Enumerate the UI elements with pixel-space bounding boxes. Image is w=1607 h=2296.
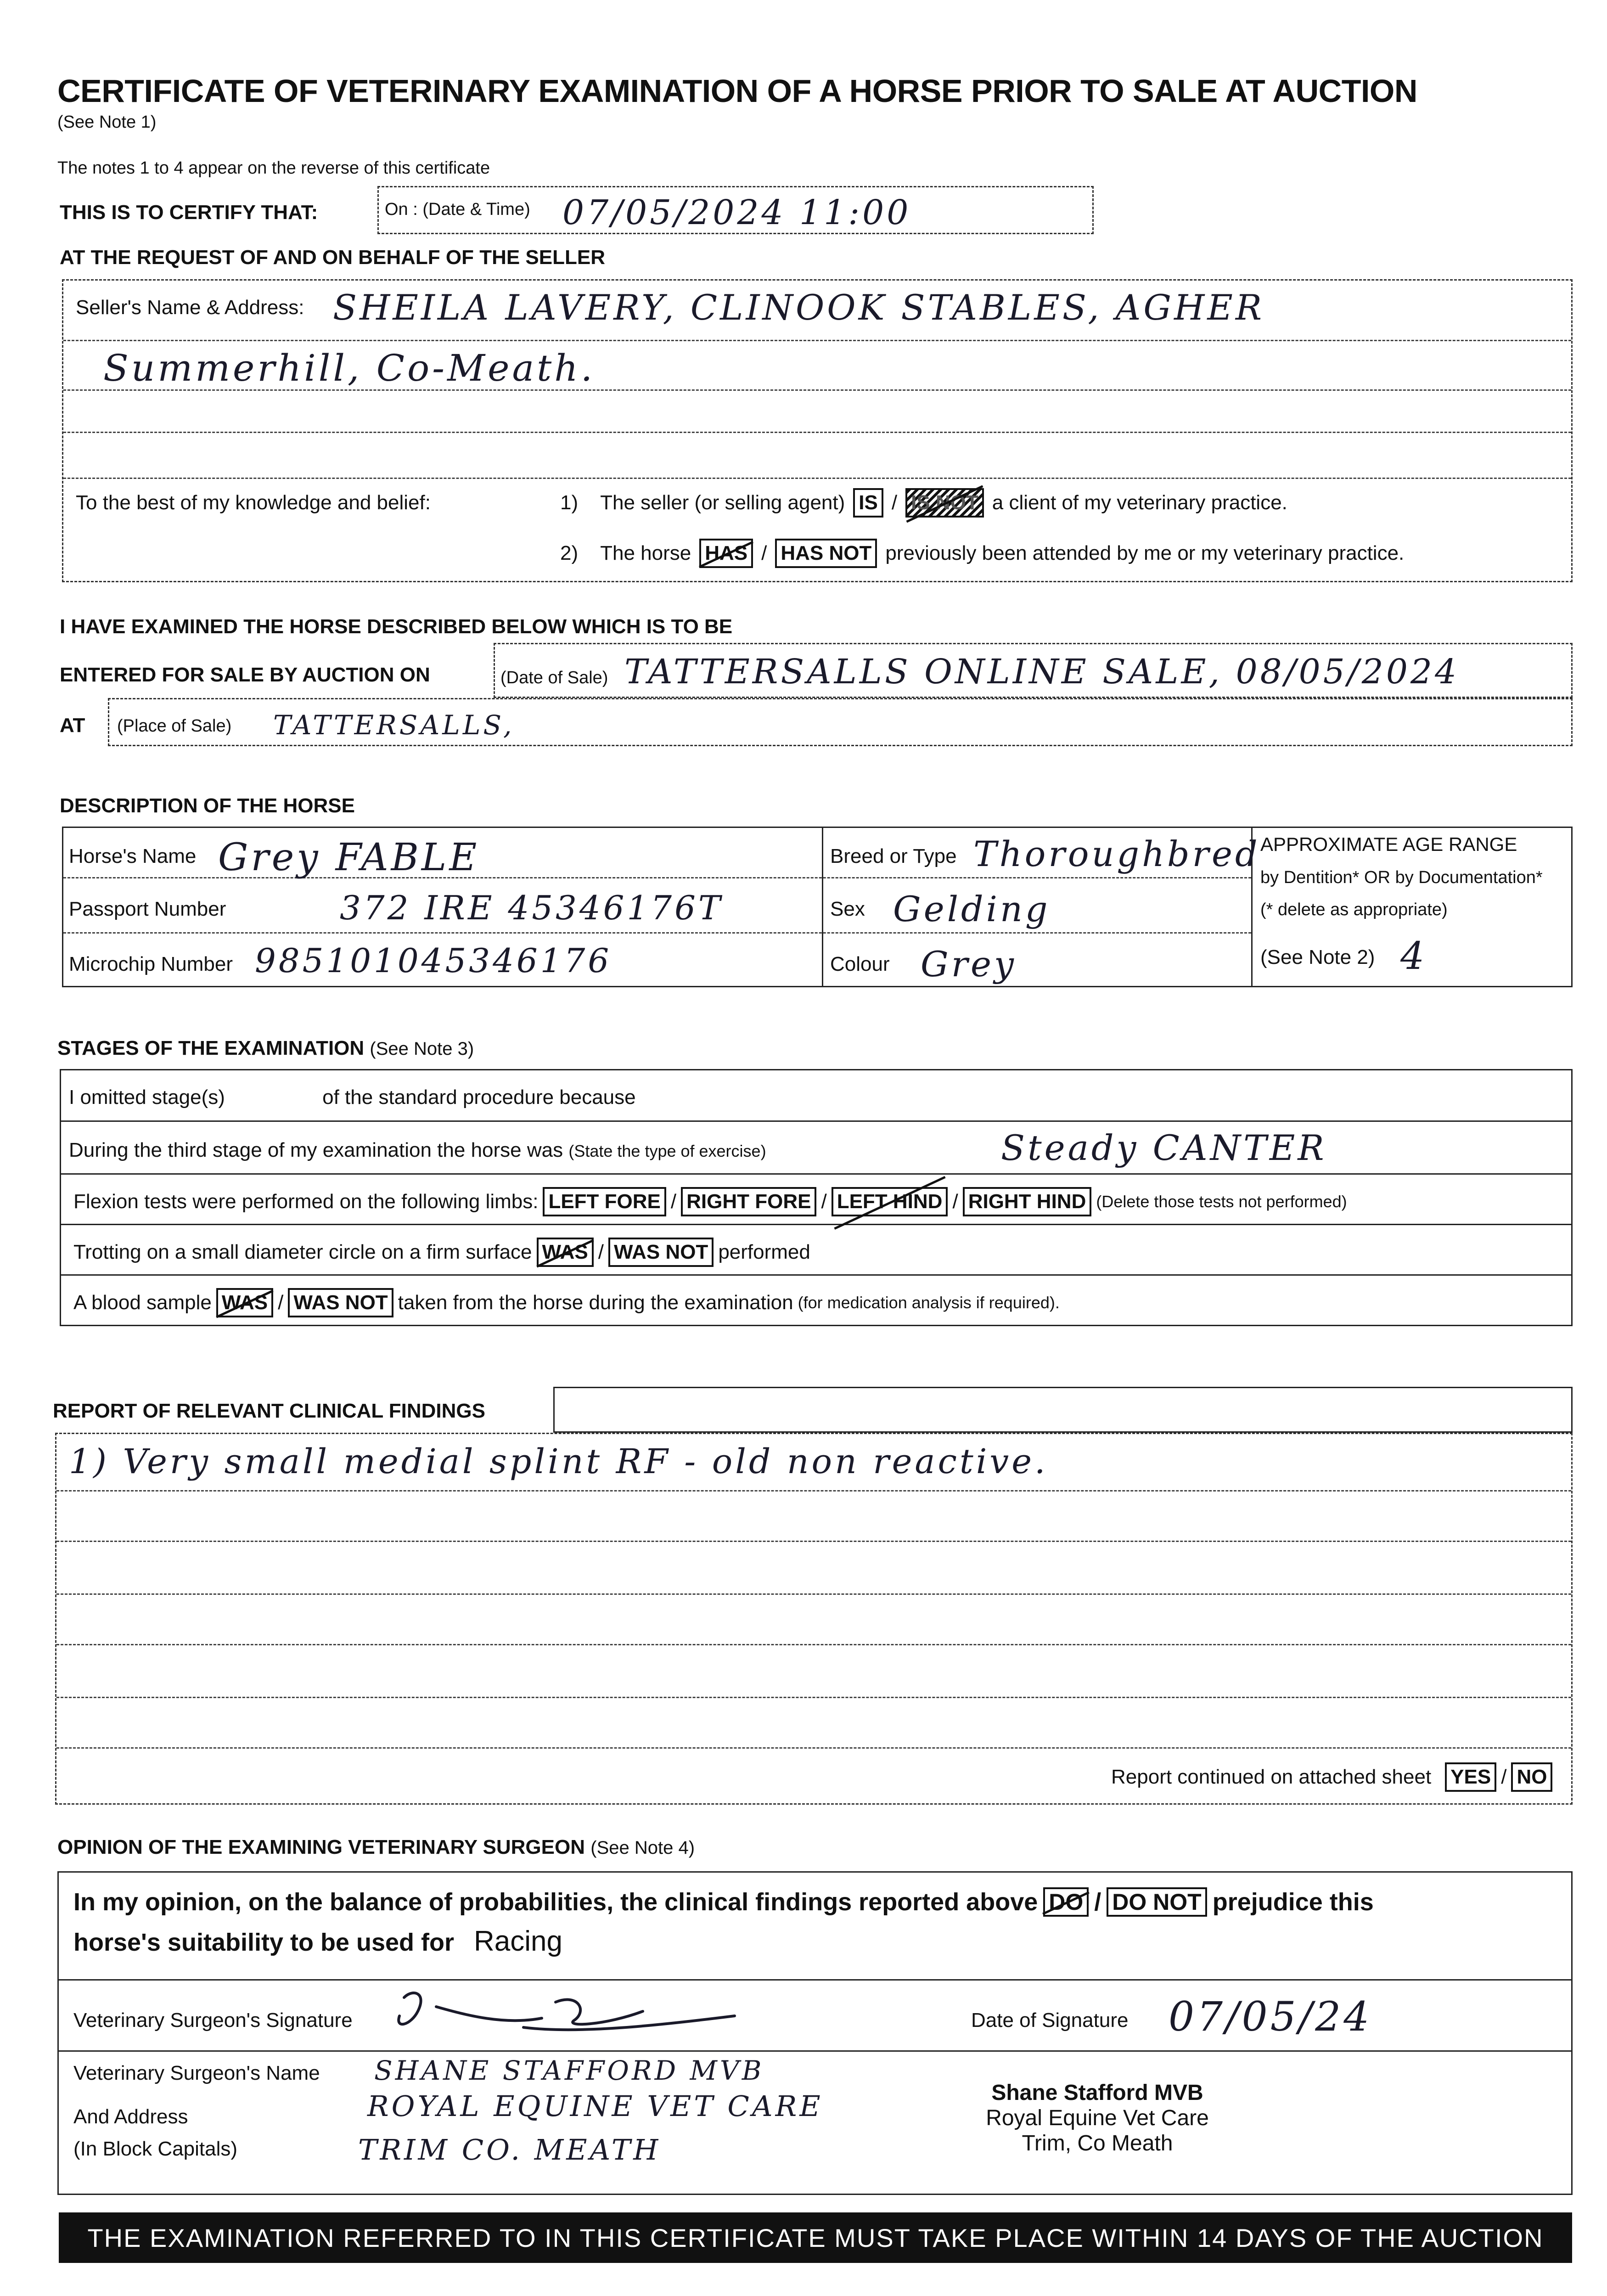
slash: / (1094, 1888, 1101, 1916)
description-title: DESCRIPTION OF THE HORSE (60, 794, 355, 817)
flex-right-hind[interactable]: RIGHT HIND (963, 1187, 1092, 1216)
age-title: APPROXIMATE AGE RANGE (1260, 833, 1517, 855)
opinion-line2 (73, 1925, 562, 1958)
address-line1[interactable]: ROYAL EQUINE VET CARE (367, 2089, 823, 2123)
option-is[interactable]: IS (853, 488, 883, 518)
flex-note: (Delete those tests not performed) (1096, 1192, 1347, 1211)
stages-title (57, 1037, 474, 1060)
blood-pre: A blood sample (73, 1291, 212, 1314)
third-stage-row (69, 1139, 766, 1162)
seller-rule-3 (63, 432, 1571, 433)
opinion-do[interactable]: DO (1043, 1887, 1089, 1917)
opinion-text-line2: horse's suitability to be used for (73, 1929, 454, 1956)
signature[interactable] (386, 1984, 744, 2043)
stages-title-text: STAGES OF THE EXAMINATION (57, 1037, 365, 1059)
horse-name-label: Horse's Name (69, 845, 197, 867)
report-title-box (553, 1387, 1573, 1433)
third-stage-label: During the third stage of my examination the horse was (69, 1139, 563, 1161)
report-rule-3 (56, 1593, 1571, 1595)
passport-label: Passport Number (69, 898, 226, 920)
stages-rule-2 (60, 1173, 1573, 1175)
opinion-do-not[interactable]: DO NOT (1107, 1887, 1207, 1917)
footer-banner: THE EXAMINATION REFERRED TO IN THIS CERTIFICATE MUST TAKE PLACE WITHIN 14 DAYS OF THE AUCTION (59, 2212, 1572, 2263)
trot-was[interactable]: WAS (537, 1238, 594, 1267)
desc-divider-1 (822, 827, 823, 987)
signature-label: Veterinary Surgeon's Signature (73, 2009, 353, 2032)
trot-was-not[interactable]: WAS NOT (608, 1238, 714, 1267)
breed-label: Breed or Type (830, 845, 957, 867)
opinion-text-post: prejudice this (1212, 1888, 1374, 1916)
report-continued-label: Report continued on attached sheet (1111, 1766, 1432, 1788)
date-of-sale-value: TATTERSALLS ONLINE SALE, 08/05/2024 (624, 652, 1460, 692)
at-label: AT (60, 714, 85, 737)
blood-post: taken from the horse during the examination (398, 1291, 793, 1314)
slash: / (761, 542, 767, 564)
opinion-title (57, 1836, 695, 1859)
trot-label: Trotting on a small diameter circle on a firm surface (73, 1241, 532, 1263)
blood-was[interactable]: WAS (216, 1288, 273, 1317)
slash: / (598, 1241, 604, 1263)
age-value[interactable]: 4 (1400, 934, 1427, 978)
opinion-title-text: OPINION OF THE EXAMINING VETERINARY SURGEON (57, 1836, 585, 1858)
address-line2[interactable]: TRIM CO. MEATH (358, 2133, 661, 2167)
place-of-sale-label: (Place of Sale) (117, 716, 232, 736)
opinion-statement (73, 1887, 1374, 1917)
knowledge-item1-pre: The seller (or selling agent) (600, 491, 845, 514)
omitted-post: of the standard procedure because (322, 1086, 636, 1109)
surgeon-name-value[interactable]: SHANE STAFFORD MVB (374, 2055, 764, 2086)
stages-rule-1 (60, 1120, 1573, 1122)
omitted-label: I omitted stage(s) (69, 1086, 225, 1109)
knowledge-label: To the best of my knowledge and belief: (76, 491, 431, 514)
trot-post: performed (718, 1241, 810, 1263)
opinion-use-value[interactable]: Racing (474, 1925, 562, 1957)
request-label: AT THE REQUEST OF AND ON BEHALF OF THE SELLER (60, 246, 605, 269)
knowledge-item1-post: a client of my veterinary practice. (992, 491, 1287, 514)
stages-rule-3 (60, 1224, 1573, 1225)
desc-rule-2 (63, 932, 1251, 934)
knowledge-item2-num: 2) (560, 542, 579, 564)
flexion-row (73, 1187, 1347, 1216)
date-of-signature-label: Date of Signature (971, 2009, 1129, 2032)
seller-line1[interactable]: SHEILA LAVERY, CLINOOK STABLES, AGHER (333, 287, 1265, 328)
report-rule-4 (56, 1644, 1571, 1645)
knowledge-item2-pre: The horse (600, 542, 691, 564)
surgeon-name-label: Veterinary Surgeon's Name (73, 2062, 320, 2084)
opinion-title-note: (See Note 4) (590, 1838, 695, 1858)
microchip-value[interactable]: 985101045346176 (255, 941, 612, 980)
notes-line: The notes 1 to 4 appear on the reverse of this certificate (57, 158, 490, 178)
stamp-line2: Royal Equine Vet Care (986, 2106, 1209, 2130)
option-has[interactable]: HAS (699, 539, 753, 568)
sex-value[interactable]: Gelding (893, 889, 1051, 929)
certify-label: THIS IS TO CERTIFY THAT: (60, 201, 318, 224)
slash: / (891, 491, 898, 514)
omitted-row (69, 1086, 636, 1109)
certificate-title: CERTIFICATE OF VETERINARY EXAMINATION OF A HORSE PRIOR TO SALE AT AUCTION (57, 73, 1417, 109)
report-rule-1 (56, 1490, 1571, 1491)
date-of-sale-label: (Date of Sale) (500, 668, 608, 687)
option-has-not[interactable]: HAS NOT (775, 539, 877, 568)
passport-value[interactable]: 372 IRE 45346176T (340, 889, 723, 927)
continued-no[interactable]: NO (1511, 1762, 1552, 1792)
report-rule-2 (56, 1541, 1571, 1542)
stamp-line3: Trim, Co Meath (1022, 2131, 1173, 2155)
address-label: And Address (73, 2105, 188, 2128)
block-capitals-label: (In Block Capitals) (73, 2138, 238, 2160)
trot-row (73, 1238, 810, 1267)
seller-rule-1 (63, 340, 1571, 341)
breed-value[interactable]: Thoroughbred (973, 833, 1260, 874)
sex-label: Sex (830, 898, 865, 920)
knowledge-item1 (560, 488, 1287, 518)
flex-right-fore[interactable]: RIGHT FORE (681, 1187, 816, 1216)
seller-rule-4 (63, 478, 1571, 479)
stages-rule-4 (60, 1274, 1573, 1276)
age-delete: (* delete as appropriate) (1260, 900, 1448, 919)
stamp-line1: Shane Stafford MVB (991, 2081, 1203, 2105)
slash: / (670, 1190, 677, 1213)
stages-title-note: (See Note 3) (370, 1039, 474, 1059)
examined-label: I HAVE EXAMINED THE HORSE DESCRIBED BELOW WHICH IS TO BE (60, 615, 733, 638)
flexion-label: Flexion tests were performed on the following limbs: (73, 1190, 539, 1213)
horse-name-value[interactable]: Grey FABLE (218, 836, 480, 879)
knowledge-item1-num: 1) (560, 491, 579, 514)
flex-left-fore[interactable]: LEFT FORE (543, 1187, 666, 1216)
opinion-rule-2 (57, 2050, 1573, 2052)
slash: / (1501, 1766, 1507, 1788)
date-time-label: On : (Date & Time) (385, 200, 530, 219)
report-rule-6 (56, 1747, 1571, 1749)
age-by: by Dentition* OR by Documentation* (1260, 868, 1543, 887)
microchip-label: Microchip Number (69, 953, 233, 975)
finding-1[interactable]: 1) Very small medial splint RF - old non reactive. (69, 1442, 1048, 1481)
practice-stamp (950, 2080, 1244, 2156)
see-note-1: (See Note 1) (57, 113, 157, 132)
date-of-signature-value[interactable]: 07/05/24 (1169, 1993, 1372, 2040)
opinion-rule-1 (57, 1979, 1573, 1981)
slash: / (278, 1291, 284, 1314)
seller-rule-2 (63, 389, 1571, 391)
age-note: (See Note 2) (1260, 946, 1375, 968)
third-stage-note: (State the type of exercise) (568, 1142, 766, 1160)
knowledge-item2-post: previously been attended by me or my veterinary practice. (885, 542, 1405, 564)
opinion-text-pre: In my opinion, on the balance of probabilities, the clinical findings reported above (73, 1888, 1038, 1916)
slash: / (952, 1190, 958, 1213)
flex-left-hind[interactable]: LEFT HIND (832, 1187, 948, 1216)
option-is-not[interactable]: IS NOT (905, 488, 984, 518)
place-of-sale-value: TATTERSALLS, (273, 709, 515, 741)
date-time-value: 07/05/2024 11:00 (562, 193, 911, 232)
report-rule-5 (56, 1697, 1571, 1698)
report-title: REPORT OF RELEVANT CLINICAL FINDINGS (53, 1400, 485, 1422)
report-continued-row (1111, 1762, 1552, 1792)
colour-value[interactable]: Grey (921, 944, 1017, 985)
blood-was-not[interactable]: WAS NOT (288, 1288, 393, 1317)
third-stage-value[interactable]: Steady CANTER (1001, 1127, 1327, 1168)
seller-line2[interactable]: Summerhill, Co-Meath. (103, 347, 596, 389)
slash: / (821, 1190, 827, 1213)
colour-label: Colour (830, 953, 890, 975)
knowledge-item2 (560, 539, 1404, 568)
continued-yes[interactable]: YES (1445, 1762, 1496, 1792)
blood-note: (for medication analysis if required). (798, 1293, 1060, 1312)
report-box (55, 1433, 1573, 1805)
blood-row (73, 1288, 1060, 1317)
seller-label: Seller's Name & Address: (76, 296, 304, 319)
entered-label: ENTERED FOR SALE BY AUCTION ON (60, 664, 430, 686)
